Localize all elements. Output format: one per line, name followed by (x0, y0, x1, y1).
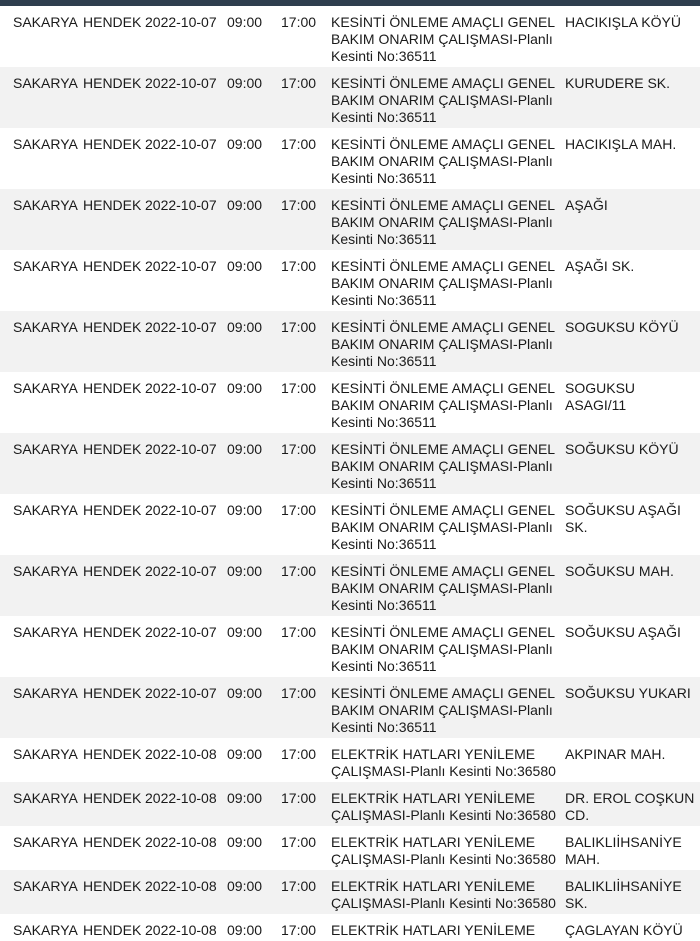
date-cell: 2022-10-07 (145, 136, 217, 152)
table-row (0, 914, 700, 941)
date-cell: 2022-10-08 (145, 922, 217, 938)
city-cell: SAKARYA (13, 790, 78, 806)
description-cell: KESİNTİ ÖNLEME AMAÇLI GENEL BAKIM ONARIM ÇALIŞMASI-Planlı Kesinti No:36511 (331, 563, 555, 613)
table-row (0, 677, 700, 738)
district-cell: HENDEK (83, 136, 142, 152)
start-time-cell: 09:00 (227, 14, 263, 30)
outage-table-body (0, 6, 700, 941)
date-cell: 2022-10-07 (145, 14, 217, 30)
table-row (0, 782, 700, 826)
table-row (0, 372, 700, 433)
end-time-cell: 17:00 (281, 14, 317, 30)
end-time-cell: 17:00 (281, 685, 317, 701)
district-cell: HENDEK (83, 14, 142, 30)
start-time-cell: 09:00 (227, 878, 263, 894)
district-cell: HENDEK (83, 685, 142, 701)
district-cell: HENDEK (83, 834, 142, 850)
location-cell: AŞAĞI SK. (565, 258, 635, 274)
start-time-cell: 09:00 (227, 136, 263, 152)
end-time-cell: 17:00 (281, 136, 317, 152)
end-time-cell: 17:00 (281, 922, 317, 938)
table-row (0, 6, 700, 67)
table-row (0, 433, 700, 494)
location-cell: HACIKIŞLA KÖYÜ (565, 14, 681, 30)
description-cell: ELEKTRİK HATLARI YENİLEME (331, 922, 536, 938)
city-cell: SAKARYA (13, 502, 78, 518)
city-cell: SAKARYA (13, 258, 78, 274)
city-cell: SAKARYA (13, 922, 78, 938)
start-time-cell: 09:00 (227, 922, 263, 938)
date-cell: 2022-10-07 (145, 563, 217, 579)
city-cell: SAKARYA (13, 563, 78, 579)
district-cell: HENDEK (83, 746, 142, 762)
start-time-cell: 09:00 (227, 197, 263, 213)
end-time-cell: 17:00 (281, 197, 317, 213)
start-time-cell: 09:00 (227, 319, 263, 335)
description-cell: ELEKTRİK HATLARI YENİLEME ÇALIŞMASI-Planlı Kesinti No:36580 (331, 746, 556, 779)
date-cell: 2022-10-07 (145, 258, 217, 274)
location-cell: SOĞUKSU MAH. (565, 563, 674, 579)
city-cell: SAKARYA (13, 685, 78, 701)
city-cell: SAKARYA (13, 136, 78, 152)
end-time-cell: 17:00 (281, 878, 317, 894)
location-cell: BALIKLIİHSANİYE SK. (565, 878, 682, 911)
end-time-cell: 17:00 (281, 746, 317, 762)
start-time-cell: 09:00 (227, 624, 263, 640)
date-cell: 2022-10-07 (145, 75, 217, 91)
district-cell: HENDEK (83, 258, 142, 274)
start-time-cell: 09:00 (227, 441, 263, 457)
location-cell: DR. EROL COŞKUN CD. (565, 790, 695, 823)
description-cell: ELEKTRİK HATLARI YENİLEME ÇALIŞMASI-Planlı Kesinti No:36580 (331, 878, 556, 911)
table-row (0, 870, 700, 914)
location-cell: SOGUKSU ASAGI/11 (565, 380, 636, 413)
location-cell: ÇAGLAYAN KÖYÜ (565, 922, 683, 938)
city-cell: SAKARYA (13, 878, 78, 894)
district-cell: HENDEK (83, 563, 142, 579)
description-cell: KESİNTİ ÖNLEME AMAÇLI GENEL BAKIM ONARIM ÇALIŞMASI-Planlı Kesinti No:36511 (331, 380, 555, 430)
start-time-cell: 09:00 (227, 502, 263, 518)
end-time-cell: 17:00 (281, 624, 317, 640)
district-cell: HENDEK (83, 624, 142, 640)
start-time-cell: 09:00 (227, 834, 263, 850)
district-cell: HENDEK (83, 502, 142, 518)
description-cell: KESİNTİ ÖNLEME AMAÇLI GENEL BAKIM ONARIM ÇALIŞMASI-Planlı Kesinti No:36511 (331, 319, 555, 369)
table-row (0, 826, 700, 870)
city-cell: SAKARYA (13, 197, 78, 213)
city-cell: SAKARYA (13, 624, 78, 640)
date-cell: 2022-10-07 (145, 441, 217, 457)
district-cell: HENDEK (83, 878, 142, 894)
outage-table (0, 6, 700, 941)
date-cell: 2022-10-08 (145, 834, 217, 850)
location-cell: SOĞUKSU YUKARI (565, 685, 691, 701)
location-cell: SOĞUKSU AŞAĞI (565, 624, 681, 640)
start-time-cell: 09:00 (227, 258, 263, 274)
location-cell: HACIKIŞLA MAH. (565, 136, 677, 152)
district-cell: HENDEK (83, 319, 142, 335)
description-cell: KESİNTİ ÖNLEME AMAÇLI GENEL BAKIM ONARIM ÇALIŞMASI-Planlı Kesinti No:36511 (331, 258, 555, 308)
city-cell: SAKARYA (13, 319, 78, 335)
district-cell: HENDEK (83, 922, 142, 938)
date-cell: 2022-10-07 (145, 502, 217, 518)
location-cell: BALIKLIİHSANİYE MAH. (565, 834, 682, 867)
city-cell: SAKARYA (13, 441, 78, 457)
date-cell: 2022-10-07 (145, 319, 217, 335)
city-cell: SAKARYA (13, 14, 78, 30)
description-cell: KESİNTİ ÖNLEME AMAÇLI GENEL BAKIM ONARIM ÇALIŞMASI-Planlı Kesinti No:36511 (331, 624, 555, 674)
description-cell: KESİNTİ ÖNLEME AMAÇLI GENEL BAKIM ONARIM ÇALIŞMASI-Planlı Kesinti No:36511 (331, 197, 555, 247)
start-time-cell: 09:00 (227, 380, 263, 396)
date-cell: 2022-10-07 (145, 624, 217, 640)
district-cell: HENDEK (83, 790, 142, 806)
table-row (0, 67, 700, 128)
table-row (0, 555, 700, 616)
table-row (0, 494, 700, 555)
date-cell: 2022-10-07 (145, 380, 217, 396)
description-cell: KESİNTİ ÖNLEME AMAÇLI GENEL BAKIM ONARIM ÇALIŞMASI-Planlı Kesinti No:36511 (331, 136, 555, 186)
date-cell: 2022-10-07 (145, 197, 217, 213)
description-cell: ELEKTRİK HATLARI YENİLEME ÇALIŞMASI-Planlı Kesinti No:36580 (331, 790, 556, 823)
city-cell: SAKARYA (13, 380, 78, 396)
district-cell: HENDEK (83, 75, 142, 91)
description-cell: ELEKTRİK HATLARI YENİLEME ÇALIŞMASI-Planlı Kesinti No:36580 (331, 834, 556, 867)
location-cell: AKPINAR MAH. (565, 746, 666, 762)
table-row (0, 189, 700, 250)
location-cell: KURUDERE SK. (565, 75, 671, 91)
location-cell: SOĞUKSU KÖYÜ (565, 441, 679, 457)
end-time-cell: 17:00 (281, 563, 317, 579)
end-time-cell: 17:00 (281, 75, 317, 91)
date-cell: 2022-10-08 (145, 746, 217, 762)
district-cell: HENDEK (83, 441, 142, 457)
description-cell: KESİNTİ ÖNLEME AMAÇLI GENEL BAKIM ONARIM ÇALIŞMASI-Planlı Kesinti No:36511 (331, 75, 555, 125)
location-cell: SOGUKSU KÖYÜ (565, 319, 679, 335)
end-time-cell: 17:00 (281, 319, 317, 335)
start-time-cell: 09:00 (227, 790, 263, 806)
table-row (0, 128, 700, 189)
table-row (0, 311, 700, 372)
table-row (0, 738, 700, 782)
description-cell: KESİNTİ ÖNLEME AMAÇLI GENEL BAKIM ONARIM ÇALIŞMASI-Planlı Kesinti No:36511 (331, 14, 555, 64)
table-row (0, 616, 700, 677)
location-cell: AŞAĞI (565, 197, 608, 213)
district-cell: HENDEK (83, 380, 142, 396)
date-cell: 2022-10-07 (145, 685, 217, 701)
end-time-cell: 17:00 (281, 502, 317, 518)
end-time-cell: 17:00 (281, 258, 317, 274)
description-cell: KESİNTİ ÖNLEME AMAÇLI GENEL BAKIM ONARIM ÇALIŞMASI-Planlı Kesinti No:36511 (331, 685, 555, 735)
date-cell: 2022-10-08 (145, 790, 217, 806)
end-time-cell: 17:00 (281, 790, 317, 806)
description-cell: KESİNTİ ÖNLEME AMAÇLI GENEL BAKIM ONARIM ÇALIŞMASI-Planlı Kesinti No:36511 (331, 441, 555, 491)
end-time-cell: 17:00 (281, 834, 317, 850)
end-time-cell: 17:00 (281, 380, 317, 396)
start-time-cell: 09:00 (227, 746, 263, 762)
district-cell: HENDEK (83, 197, 142, 213)
city-cell: SAKARYA (13, 75, 78, 91)
location-cell: SOĞUKSU AŞAĞI SK. (565, 502, 681, 535)
start-time-cell: 09:00 (227, 75, 263, 91)
table-row (0, 250, 700, 311)
start-time-cell: 09:00 (227, 685, 263, 701)
end-time-cell: 17:00 (281, 441, 317, 457)
city-cell: SAKARYA (13, 834, 78, 850)
description-cell: KESİNTİ ÖNLEME AMAÇLI GENEL BAKIM ONARIM ÇALIŞMASI-Planlı Kesinti No:36511 (331, 502, 555, 552)
date-cell: 2022-10-08 (145, 878, 217, 894)
city-cell: SAKARYA (13, 746, 78, 762)
start-time-cell: 09:00 (227, 563, 263, 579)
